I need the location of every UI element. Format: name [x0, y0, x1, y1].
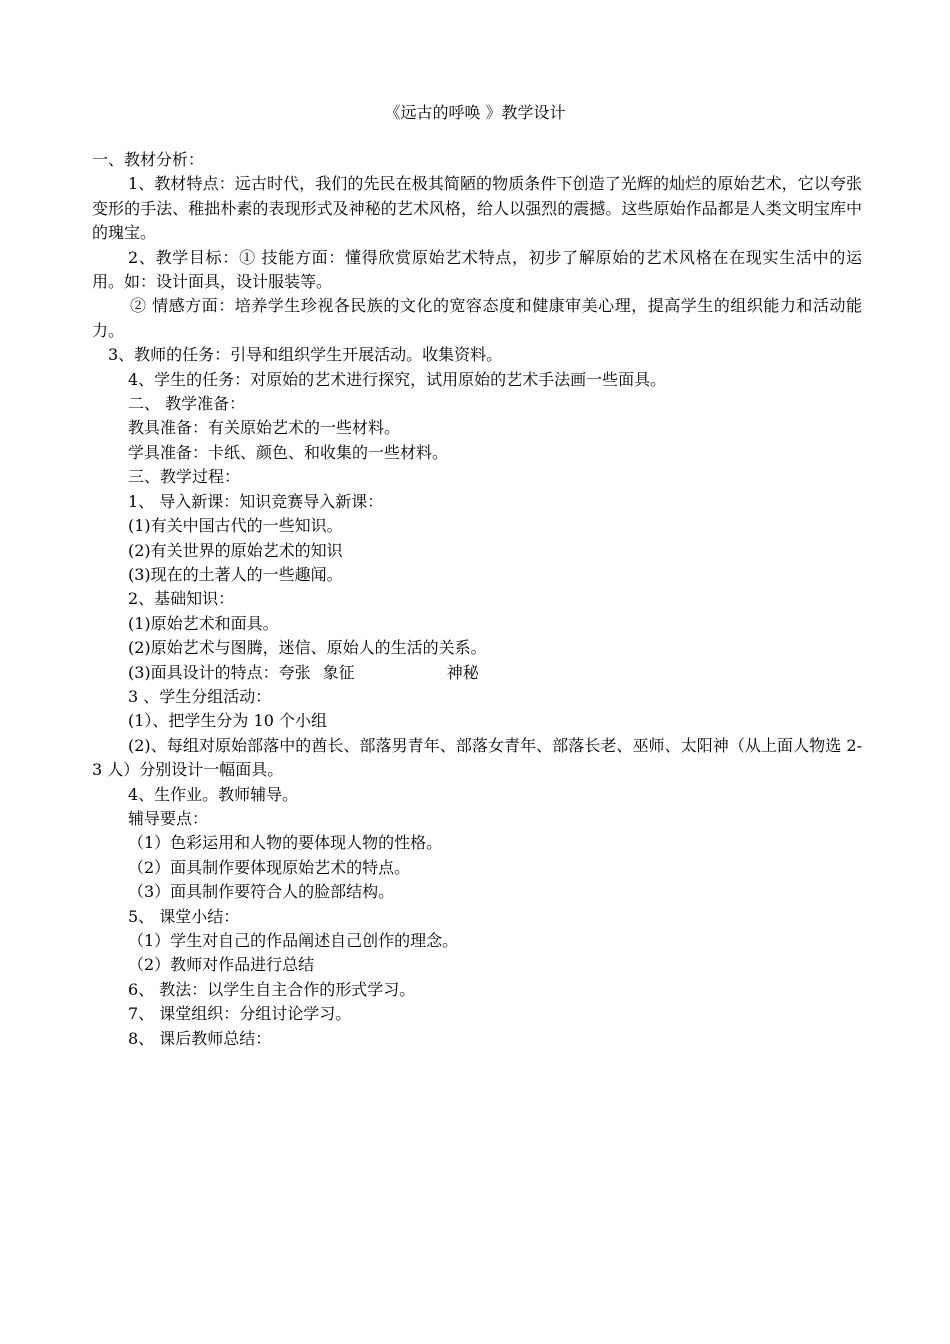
- paragraph-line: (2)、每组对原始部落中的酋长、部落男青年、部落女青年、部落长老、巫师、太阳神（从上面人物选 2-3 人）分别设计一幅面具。: [92, 735, 862, 780]
- paragraph-line: 2、基础知识：: [128, 589, 235, 609]
- features-second: 象征: [322, 662, 355, 682]
- paragraph-line: 三、教学过程：: [128, 467, 241, 487]
- paragraph-line: 7、 课堂组织：分组讨论学习。: [128, 1004, 352, 1024]
- paragraph-line: 学具准备：卡纸、颜色、和收集的一些材料。: [128, 442, 449, 462]
- features-prefix: (3)面具设计的特点：夸张: [128, 662, 311, 682]
- paragraph-line: 4、生作业。教师辅导。: [128, 784, 299, 804]
- paragraph-line: 1、教材特点：远古时代，我们的先民在极其简陋的物质条件下创造了光辉的灿烂的原始艺术，它以夸张变形的手法、稚拙朴素的表现形式及神秘的艺术风格，给人以强烈的震撼。这些原始作品都是人类文明宝库中的瑰宝。: [92, 174, 862, 243]
- paragraph-line: 1、 导入新课：知识竞赛导入新课：: [128, 491, 384, 511]
- paragraph-line: (3)现在的土著人的一些趣闻。: [128, 564, 343, 584]
- document-body: [92, 148, 862, 1051]
- paragraph-line: （1）色彩运用和人物的要体现人物的性格。: [128, 833, 443, 853]
- paragraph-line: 2、教学目标：① 技能方面：懂得欣赏原始艺术特点，初步了解原始的艺术风格在在现实生活中的运用。如：设计面具，设计服装等。: [92, 247, 862, 292]
- paragraph-line: 3、教师的任务：引导和组织学生开展活动。收集资料。: [108, 345, 503, 365]
- paragraph-line: 4、学生的任务：对原始的艺术进行探究，试用原始的艺术手法画一些面具。: [128, 369, 667, 389]
- paragraph-line: (1）、把学生分为 10 个小组: [128, 711, 327, 731]
- paragraph-line: (2)有关世界的原始艺术的知识: [128, 540, 343, 560]
- paragraph-line: 5、 课堂小结：: [128, 906, 240, 926]
- paragraph-line: （2）面具制作要体现原始艺术的特点。: [128, 857, 411, 877]
- paragraph-line: （3）面具制作要符合人的脸部结构。: [128, 882, 395, 902]
- paragraph-line: 教具准备：有关原始艺术的一些材料。: [128, 418, 401, 438]
- document-section-2: [92, 685, 862, 1051]
- paragraph-line: （2）教师对作品进行总结: [128, 955, 315, 975]
- features-third: 神秘: [446, 662, 479, 682]
- document-title: 《远古的呼唤 》教学设计: [384, 103, 566, 122]
- paragraph-line: 8、 课后教师总结：: [128, 1028, 272, 1048]
- paragraph-line: 一、教材分析：: [92, 150, 205, 169]
- paragraph-line: 6、 教法：以学生自主合作的形式学习。: [128, 979, 416, 999]
- document-section-1: [92, 148, 862, 661]
- mask-features-line: [92, 661, 862, 685]
- paragraph-line: (2)原始艺术与图腾，迷信、原始人的生活的关系。: [128, 638, 487, 658]
- paragraph-line: (1)有关中国古代的一些知识。: [128, 516, 343, 536]
- paragraph-line: 辅导要点：: [128, 808, 209, 828]
- paragraph-line: (1)原始艺术和面具。: [128, 613, 279, 633]
- paragraph-line: 3 、学生分组活动：: [128, 686, 272, 706]
- paragraph-line: ② 情感方面：培养学生珍视各民族的文化的宽容态度和健康审美心理，提高学生的组织能力和活动能力。: [92, 296, 862, 340]
- paragraph-line: 二、 教学准备：: [128, 394, 246, 414]
- paragraph-line: （1）学生对自己的作品阐述自己创作的理念。: [128, 931, 459, 950]
